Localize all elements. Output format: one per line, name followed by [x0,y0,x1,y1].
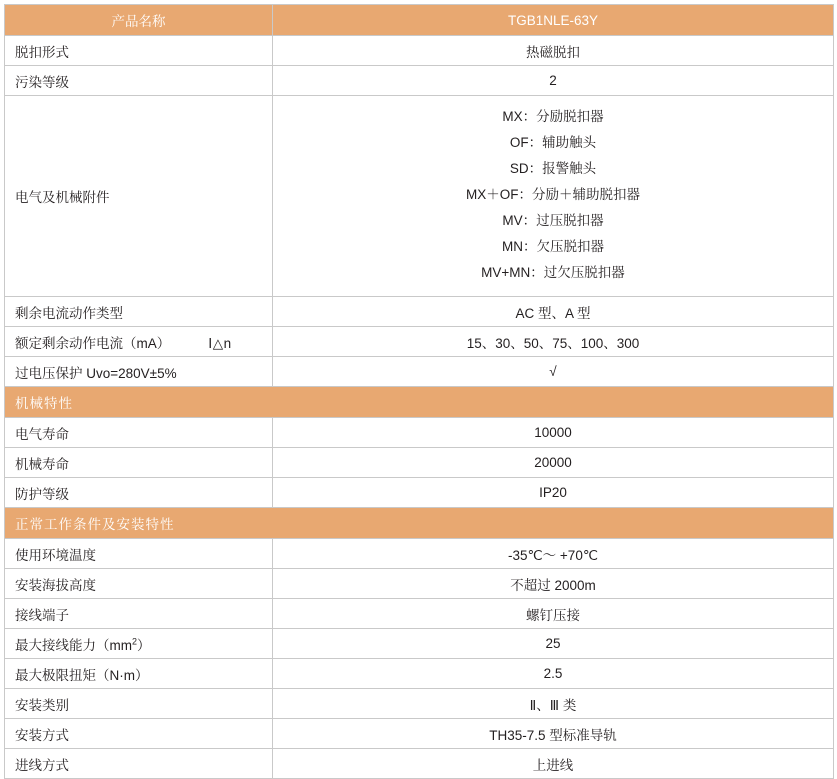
row-value-rated-residual-current: 15、30、50、75、100、300 [273,327,834,357]
row-value-pollution-degree: 2 [273,66,834,96]
row-label-altitude: 安装海拔高度 [5,569,273,599]
row-label-residual-current-type: 剩余电流动作类型 [5,297,273,327]
accessory-line: MV：过压脱扣器 [502,213,604,228]
row-value-mechanical-life: 20000 [273,448,834,478]
table-row [5,357,834,387]
row-label-overvoltage-protection: 过电压保护 Uvo=280V±5% [5,357,273,387]
row-value-residual-current-type: AC 型、A 型 [273,297,834,327]
row-value-max-wire-capacity: 25 [273,629,834,659]
row-label-protection-degree: 防护等级 [5,478,273,508]
row-value-electrical-life: 10000 [273,418,834,448]
row-value-trip-type: 热磁脱扣 [273,36,834,66]
accessory-line: MX＋OF：分励＋辅助脱扣器 [466,187,640,202]
row-label-tail: ） [137,637,151,653]
row-label-max-wire-capacity [5,629,273,659]
row-label-electrical-life: 电气寿命 [5,418,273,448]
row-value-installation-method: TH35-7.5 型标准导轨 [273,719,834,749]
row-label-text: 最大接线能力（mm [15,637,132,653]
row-value-max-torque: 2.5 [273,659,834,689]
table-row [5,539,834,569]
table-row [5,659,834,689]
row-label-accessories: 电气及机械附件 [5,96,273,297]
row-value-overvoltage-protection: √ [273,357,834,387]
table-row [5,719,834,749]
table-row [5,66,834,96]
section-header-conditions-label: 正常工作条件及安装特性 [5,508,834,539]
row-value-ambient-temperature: -35℃～ +70℃ [273,539,834,569]
accessory-line: MX：分励脱扣器 [502,109,604,124]
row-label-mechanical-life: 机械寿命 [5,448,273,478]
table-row [5,478,834,508]
header-label-cell: 产品名称 [5,5,273,36]
section-header-conditions [5,508,834,539]
table-row [5,327,834,357]
table-row [5,749,834,779]
header-value-cell: TGB1NLE-63Y [273,5,834,36]
table-row [5,569,834,599]
table-row [5,36,834,66]
row-value-terminal: 螺钉压接 [273,599,834,629]
table-row [5,689,834,719]
product-specification-table [4,4,834,779]
table-row-accessories [5,96,834,297]
row-label-installation-category: 安装类别 [5,689,273,719]
row-label-terminal: 接线端子 [5,599,273,629]
accessory-line: OF：辅助触头 [509,135,597,150]
accessory-line: SD：报警触头 [509,161,597,176]
row-label-symbol: Ⅰ△n [208,335,232,351]
table-header-row [5,5,834,36]
table-row [5,297,834,327]
row-label-rated-residual-current [5,327,273,357]
row-label-pollution-degree: 污染等级 [5,66,273,96]
row-label-max-torque: 最大极限扭矩（N·m） [5,659,273,689]
section-header-mechanical [5,387,834,418]
row-value-incoming-line: 上进线 [273,749,834,779]
table-row [5,599,834,629]
row-label-trip-type: 脱扣形式 [5,36,273,66]
row-label-ambient-temperature: 使用环境温度 [5,539,273,569]
table-row [5,629,834,659]
row-value-altitude: 不超过 2000m [273,569,834,599]
accessory-line: MN：欠压脱扣器 [502,239,604,254]
section-header-mechanical-label: 机械特性 [5,387,834,418]
row-label-installation-method: 安装方式 [5,719,273,749]
row-label-incoming-line: 进线方式 [5,749,273,779]
row-value-accessories [273,96,834,297]
accessory-line: MV+MN：过欠压脱扣器 [481,265,625,280]
row-value-installation-category: Ⅱ、Ⅲ 类 [273,689,834,719]
row-label-text: 额定剩余动作电流（mA） [15,335,171,351]
table-row [5,418,834,448]
row-label-superscript: 2 [132,636,138,646]
row-value-protection-degree: IP20 [273,478,834,508]
table-row [5,448,834,478]
